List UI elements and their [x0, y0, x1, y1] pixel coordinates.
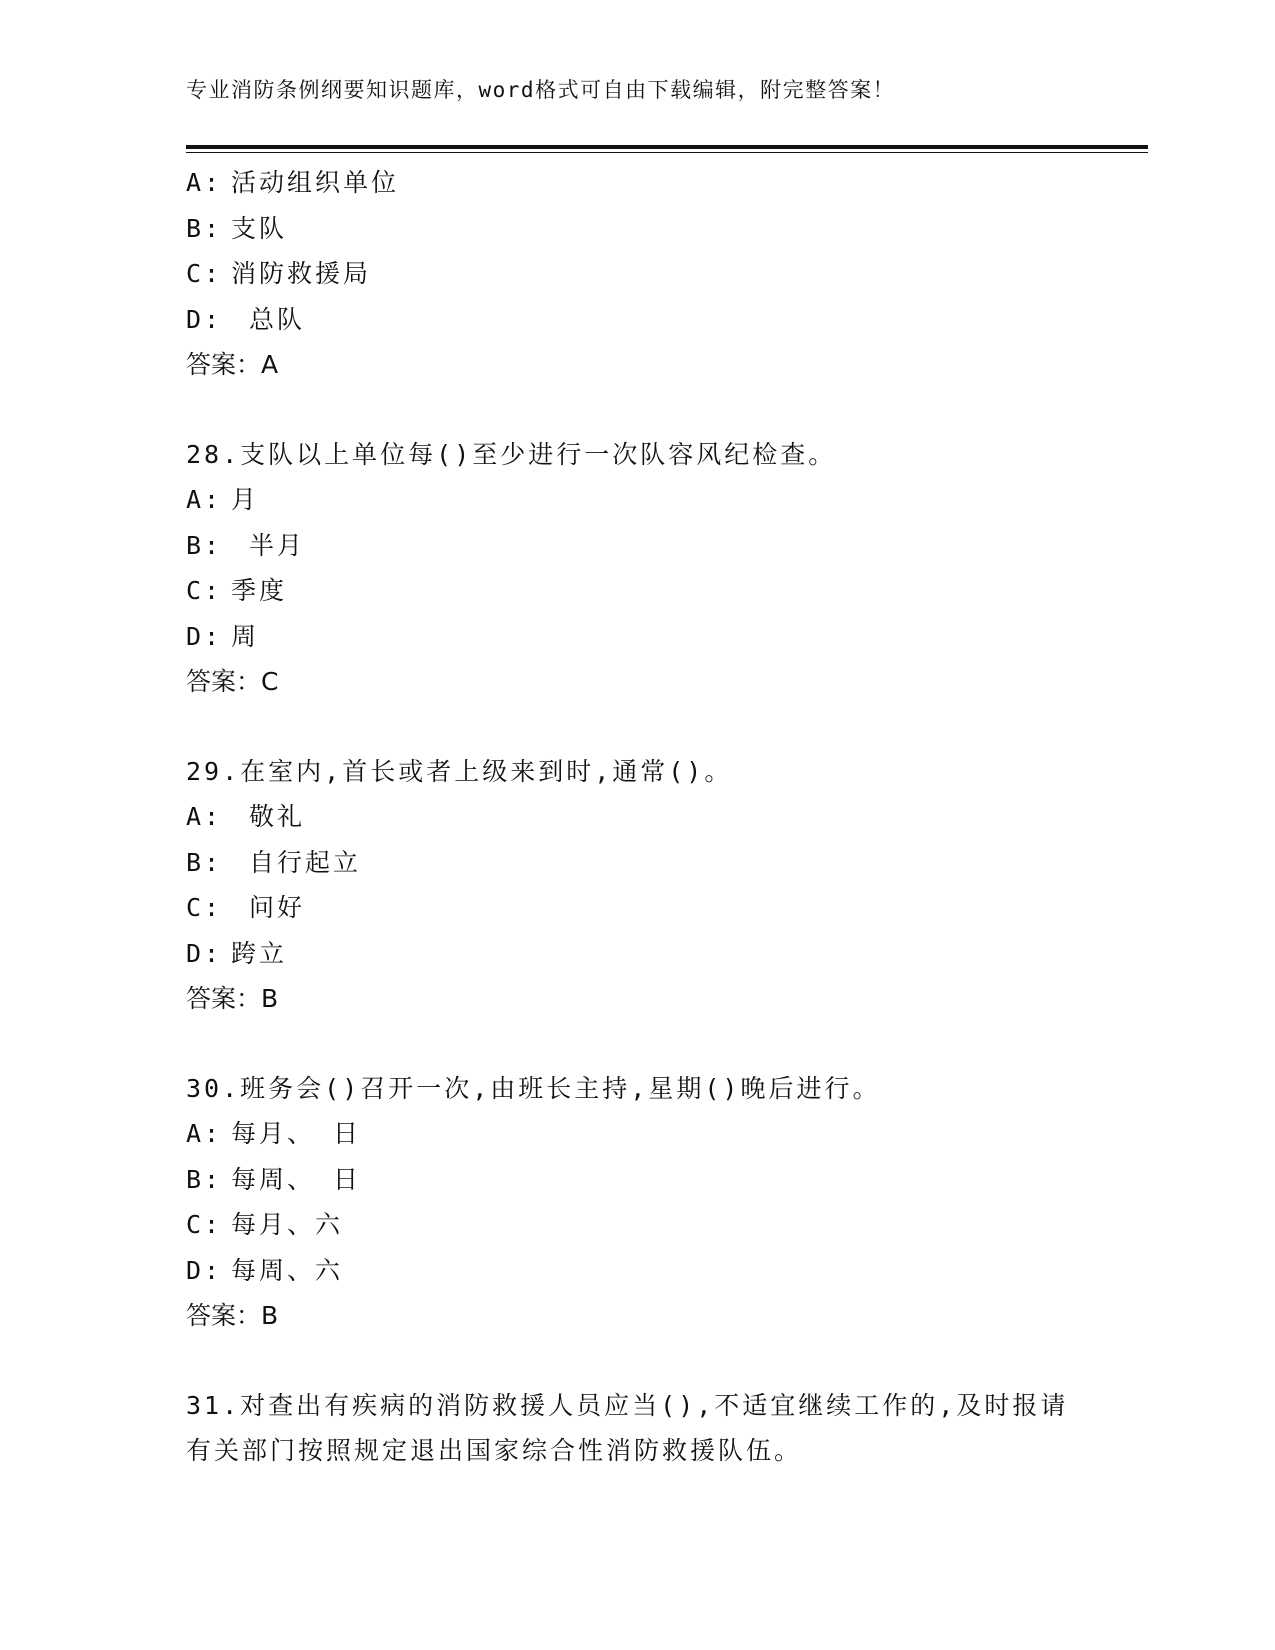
- option-text: 支队: [231, 213, 288, 243]
- option-text: 周: [231, 621, 260, 651]
- option-a: [186, 1111, 1086, 1157]
- option-label: C:: [186, 576, 223, 605]
- option-label: B:: [186, 847, 223, 877]
- option-text: 半月: [231, 530, 306, 560]
- option-b: [186, 1157, 1086, 1203]
- option-b: [186, 840, 1086, 886]
- answer-line: 答案：A: [186, 350, 279, 379]
- option-label: D:: [186, 1255, 223, 1285]
- option-text: 总队: [231, 304, 306, 334]
- block-spacer: [186, 1339, 1086, 1383]
- option-label: A:: [186, 168, 223, 197]
- option-text: 自行起立: [231, 847, 362, 877]
- option-d: [186, 931, 1086, 977]
- option-label: D:: [186, 621, 223, 651]
- block-spacer: [186, 388, 1086, 432]
- option-text: 活动组织单位: [231, 168, 400, 197]
- option-label: A:: [186, 485, 223, 514]
- block-spacer: [186, 1022, 1086, 1066]
- question-block: [186, 1383, 1086, 1474]
- option-label: B:: [186, 213, 223, 243]
- answer-line: 答案：B: [186, 984, 279, 1013]
- option-text: 季度: [231, 576, 288, 605]
- option-d: [186, 614, 1086, 660]
- question-block: [186, 749, 1086, 1022]
- question-text: 30.班务会()召开一次,由班长主持,星期()晚后进行。: [186, 1073, 881, 1103]
- option-text: 跨立: [231, 938, 288, 968]
- question-block: [186, 1066, 1086, 1339]
- option-c: [186, 1202, 1086, 1248]
- option-label: A:: [186, 802, 223, 831]
- header-divider-thin: [186, 152, 1148, 153]
- option-a: [186, 794, 1086, 840]
- option-label: D:: [186, 304, 223, 334]
- option-label: D:: [186, 938, 223, 968]
- option-text: 消防救援局: [231, 259, 372, 288]
- option-a: [186, 160, 1086, 206]
- option-d: [186, 1248, 1086, 1294]
- option-c: [186, 885, 1086, 931]
- page-header: 专业消防条例纲要知识题库，word格式可自由下载编辑，附完整答案！: [186, 78, 896, 102]
- question-block: [186, 160, 1086, 388]
- answer-line: 答案：B: [186, 1301, 279, 1330]
- option-d: [186, 297, 1086, 343]
- option-label: A:: [186, 1119, 223, 1148]
- question-text: 29.在室内,首长或者上级来到时,通常()。: [186, 756, 733, 786]
- option-text: 月: [231, 485, 260, 514]
- option-label: C:: [186, 1210, 223, 1239]
- option-b: [186, 206, 1086, 252]
- option-text: 每月、 日: [231, 1119, 362, 1148]
- question-block: [186, 432, 1086, 705]
- option-label: C:: [186, 893, 223, 922]
- option-text: 每周、六: [231, 1255, 344, 1285]
- question-text: 28.支队以上单位每()至少进行一次队容风纪检查。: [186, 439, 837, 469]
- option-a: [186, 477, 1086, 523]
- option-text: 问好: [231, 893, 306, 922]
- header-divider-thick: [186, 145, 1148, 149]
- option-text: 每周、 日: [231, 1164, 362, 1194]
- option-c: [186, 251, 1086, 297]
- block-spacer: [186, 705, 1086, 749]
- option-label: C:: [186, 259, 223, 288]
- option-b: [186, 523, 1086, 569]
- answer-line: 答案：C: [186, 667, 279, 696]
- option-label: B:: [186, 530, 223, 560]
- option-text: 每月、六: [231, 1210, 344, 1239]
- option-text: 敬礼: [231, 802, 306, 831]
- question-text: 31.对查出有疾病的消防救援人员应当(),不适宜继续工作的,及时报请有关部门按照规定退出国家综合性消防救援队伍。: [186, 1390, 1069, 1465]
- question-list: [186, 160, 1086, 1474]
- option-label: B:: [186, 1164, 223, 1194]
- option-c: [186, 568, 1086, 614]
